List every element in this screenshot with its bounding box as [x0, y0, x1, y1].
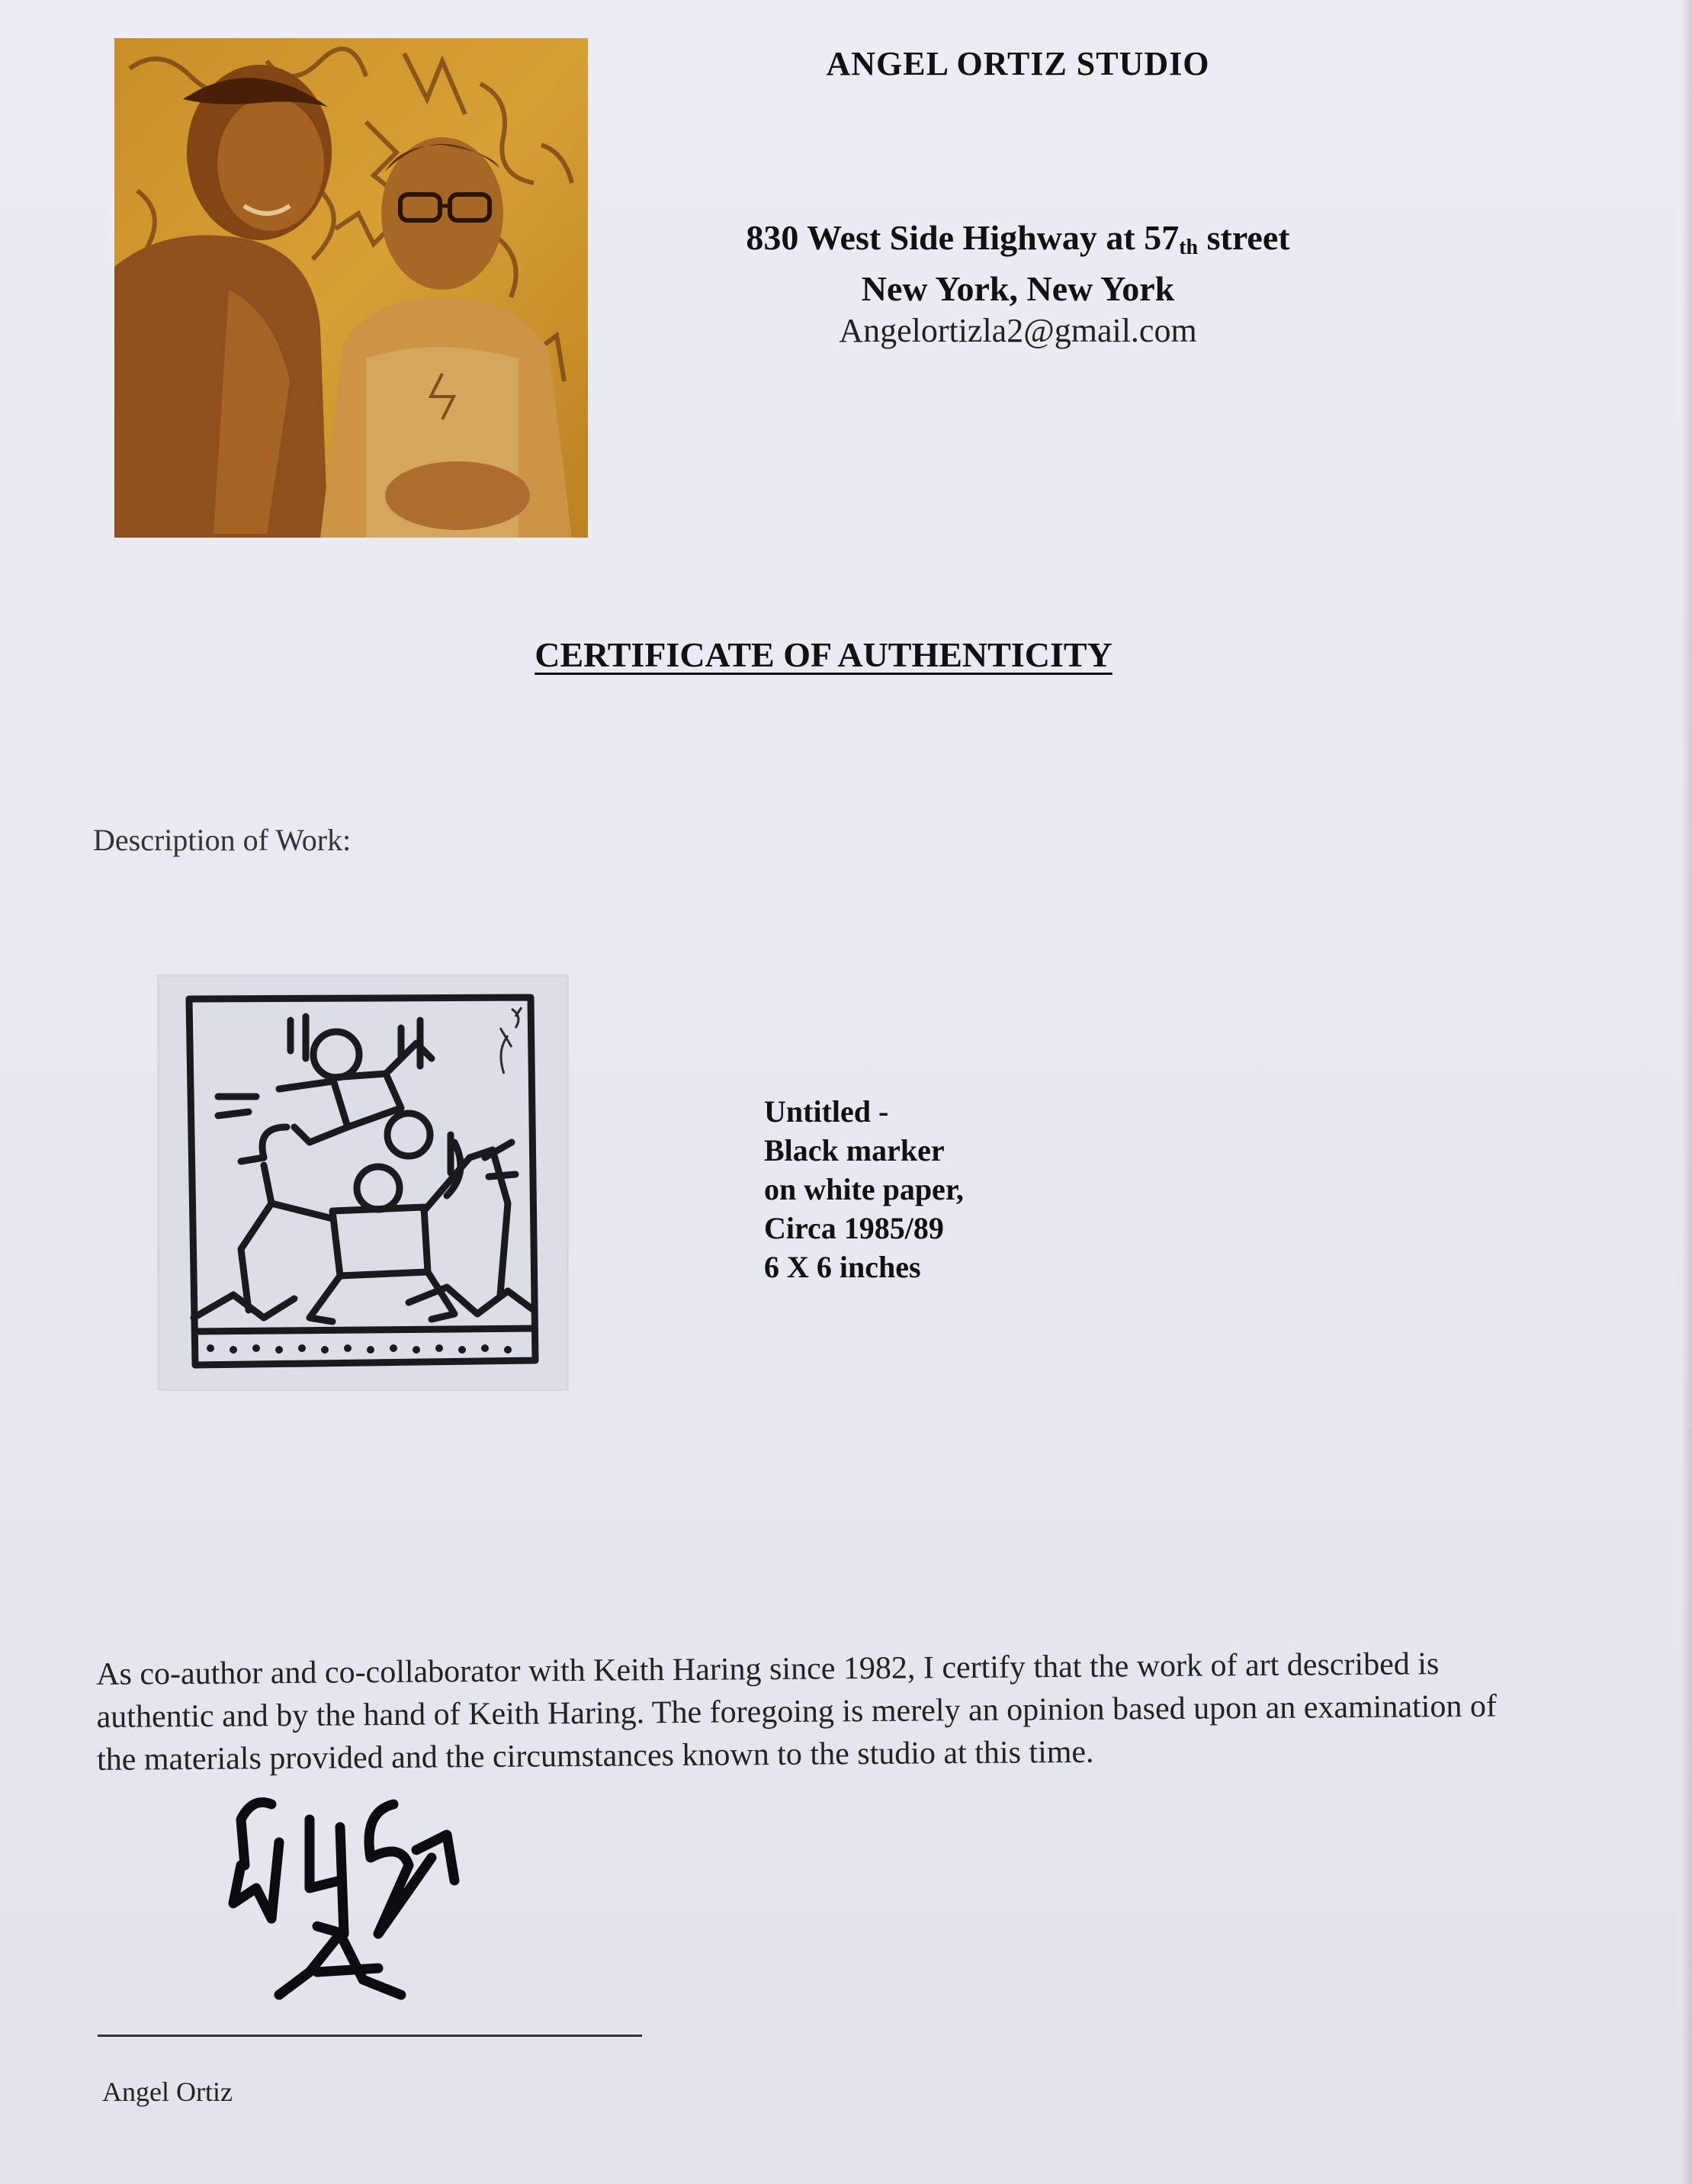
- handwritten-signature: [226, 1781, 470, 2033]
- address-ordinal-suffix: th: [1179, 236, 1199, 259]
- signer-name: Angel Ortiz: [102, 2076, 233, 2107]
- authenticity-statement: As co-author and co-collaborator with Keith Haring since 1982, I certify that the work of art described is authentic and by the hand of Keith Haring. The foregoing is merely an opinion based upon an examination of the materials provided and the circumstances known to the studio at this time.: [96, 1646, 1498, 1778]
- work-details: [764, 1092, 964, 1286]
- address-street-end: street: [1198, 218, 1290, 257]
- studio-name: ANGEL ORTIZ STUDIO: [826, 45, 1210, 82]
- work-medium: Black marker: [764, 1133, 945, 1167]
- work-title: Untitled -: [764, 1094, 889, 1129]
- studio-photo-image: [114, 38, 588, 538]
- page-edge-shadow: [1681, 0, 1692, 2184]
- artwork-image: [157, 975, 569, 1391]
- work-support: on white paper,: [764, 1172, 964, 1206]
- work-dimensions: 6 X 6 inches: [764, 1250, 921, 1284]
- artwork-drawing: [157, 975, 569, 1391]
- address-street: 830 West Side Highway at 57: [746, 218, 1180, 257]
- description-label: Description of Work:: [93, 823, 352, 857]
- work-date: Circa 1985/89: [764, 1211, 944, 1245]
- signature-drawing: [226, 1781, 470, 2033]
- certificate-title: CERTIFICATE OF AUTHENTICITY: [535, 635, 1112, 674]
- studio-photo: [114, 38, 588, 538]
- address-line-city: New York, New York: [861, 269, 1175, 308]
- address-line-street: [671, 217, 1365, 268]
- signature-line: [98, 2035, 642, 2037]
- studio-email: Angelortizla2@gmail.com: [839, 312, 1197, 349]
- address-block: [671, 217, 1365, 352]
